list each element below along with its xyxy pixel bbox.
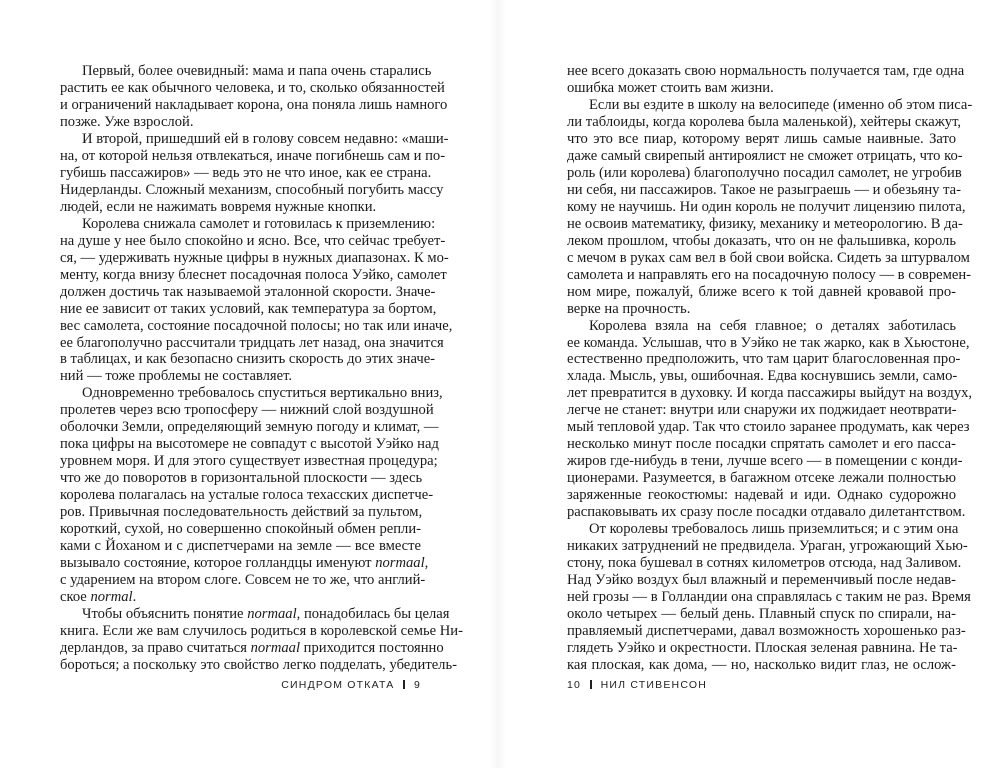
text-line: Королева взяла на себя главное; о деталях заботилась bbox=[589, 317, 956, 334]
paragraph bbox=[567, 521, 971, 674]
text-line: Первый, более очевидный: мама и папа очень старались bbox=[82, 63, 432, 79]
text-line: Над Уэйко воздух был влажный и переменчивый после недав- bbox=[567, 572, 956, 589]
text-line: жиров где-нибудь в тени, лучше всего — в помещении с конди- bbox=[567, 453, 963, 470]
text-line: заряженные геокостюмы: надевай и иди. Однако судорожно bbox=[567, 487, 956, 504]
text-line: Одновременно требовалось спуститься вертикально вниз, bbox=[82, 385, 443, 402]
text-line: хлада. Мысль, увы, ошибочная. Едва коснувшись земли, само- bbox=[567, 368, 958, 385]
text-line: людей, если не нажимать вовремя нужные кнопки. bbox=[60, 198, 377, 215]
text-line: и ограничений накладывает корона, она поняла лишь намного bbox=[60, 96, 448, 113]
text-line: ние ее зависит от таких условий, как температура за бортом, bbox=[60, 300, 437, 317]
text-line: правляемый диспетчерами, давал возможность хорошенько раз- bbox=[567, 622, 966, 639]
text-line: легче не станет: внутри или снаружи их поджидает неотврати- bbox=[567, 402, 957, 419]
text-line: ками с Йоханом и с диспетчерами на земле — все вместе bbox=[60, 538, 421, 555]
text-line: что это все пиар, которому верят лишь самые наивные. Зато bbox=[567, 130, 956, 147]
paragraph bbox=[60, 606, 463, 674]
right-page-text bbox=[567, 63, 973, 674]
text-line: книга. Если же вам случилось родиться в королевской семье Ни- bbox=[60, 622, 463, 639]
text-line: менту, когда внизу блеснет посадочная полоса Уэйко, самолет bbox=[60, 266, 447, 283]
text-line: ошибка может стоить вам жизни. bbox=[567, 79, 774, 96]
text-line: короткий, сухой, но совершенно спокойный обмен репли- bbox=[60, 521, 421, 538]
text-line: растить ее как обычного человека, и то, сколько обязанностей bbox=[60, 79, 445, 96]
text-line: ний — тоже проблемы не составляет. bbox=[60, 368, 293, 385]
text-line: вызывало состояние, которое голландцы именуют normaal, bbox=[60, 555, 429, 572]
text-line: не освоив математику, физику, механику и метеорологию. В да- bbox=[567, 215, 963, 232]
italic-term: normal bbox=[90, 589, 133, 606]
text-line: позже. Уже взрослой. bbox=[60, 113, 194, 130]
text-line: с мечом в руках сам вел в бой свои войска. Сидеть за штурвалом bbox=[567, 249, 970, 266]
text-line: мый тепловой удар. Так что стоило заранее продумать, как через bbox=[567, 419, 970, 436]
text-line: ее благополучно рассчитали тридцать лет назад, она значится bbox=[60, 334, 444, 351]
left-page-footer bbox=[281, 679, 421, 691]
page-number: 10 bbox=[567, 679, 582, 691]
paragraph bbox=[567, 317, 973, 522]
text-line: Нидерланды. Сложный механизм, способный погубить массу bbox=[60, 181, 444, 198]
text-line: роль (или королева) благополучно посадил самолет, не угробив bbox=[567, 164, 962, 181]
text-line: вес самолета, состояние посадочной полосы; но так или иначе, bbox=[60, 317, 453, 334]
text-line: ее команда. Услышав, что в Уэйко не так жарко, как в Хьюстоне, bbox=[567, 334, 970, 351]
text-line: что же до поворотов в горизонтальной плоскости — здесь bbox=[60, 470, 423, 487]
text-line: нее всего доказать свою нормальность получается там, где одна bbox=[567, 63, 965, 79]
running-head: НИЛ СТИВЕНСОН bbox=[600, 679, 708, 691]
text-line: глядеть Уэйко и окрестности. Плоская зеленая равнина. Не та- bbox=[567, 639, 958, 656]
text-line: Королева снижала самолет и готовилась к приземлению: bbox=[82, 215, 436, 232]
text-line: губишь пассажиров» — ведь это не что иное, как ее страна. bbox=[60, 164, 432, 181]
text-line: леком прошлом, чтобы доказать, что он не фальшивка, король bbox=[567, 232, 956, 249]
right-page-footer bbox=[567, 679, 707, 691]
text-line: королева полагалась на усталые голоса техасских диспетче- bbox=[60, 487, 434, 504]
left-page-text bbox=[60, 63, 463, 674]
text-line: пока цифры на высотомере не совпадут с высотой Уэйко над bbox=[60, 436, 439, 453]
text-line: ся, — удерживать нужные цифры в нужных диапазонах. К мо- bbox=[60, 249, 449, 266]
text-line: От королевы требовалось лишь приземлиться; и с этим она bbox=[589, 521, 959, 538]
page-number: 9 bbox=[413, 679, 421, 691]
separator bbox=[590, 680, 592, 689]
italic-term: normaal bbox=[247, 606, 297, 622]
paragraph bbox=[567, 96, 973, 318]
text-line: должен достичь так называемой эталонной скорости. Значе- bbox=[60, 283, 436, 300]
text-line: никаких затруднений не предвидела. Ураган, угрожающий Хью- bbox=[567, 538, 968, 555]
text-line: даже самый свирепый антироялист не сможет отрицать, что ко- bbox=[567, 147, 963, 164]
text-line: стону, пока бушевал в сотнях километров отсюда, над Заливом. bbox=[567, 555, 962, 572]
paragraph bbox=[60, 385, 443, 606]
text-line: верке на прочность. bbox=[567, 300, 691, 317]
text-line: ров. Привычная последовательность действий за пультом, bbox=[60, 504, 423, 521]
text-line: лет превратится в духовку. И когда пассажиры выйдут на воздух, bbox=[567, 385, 973, 402]
text-line: кая плоская, как дома, — но, насколько видит глаз, не ослож- bbox=[567, 656, 956, 673]
paragraph bbox=[60, 215, 453, 386]
text-line: ли таблоиды, когда королева была маленькой), хейтеры скажут, bbox=[567, 113, 962, 130]
paragraph bbox=[567, 63, 965, 97]
text-line: Если вы ездите в школу на велосипеде (именно об этом писа- bbox=[589, 96, 973, 113]
text-line: самолета и направлять его на посадочную полосу — в современ- bbox=[567, 266, 972, 283]
italic-term: normaal bbox=[250, 639, 301, 656]
text-line: кому не научишь. Ни один король не получит лицензию пилота, bbox=[567, 198, 966, 215]
text-line: ционерами. Разумеется, в багажном отсеке лежали полностью bbox=[567, 470, 956, 487]
paragraph bbox=[60, 130, 449, 216]
text-line: пролетев через всю тропосферу — нижний слой воздушной bbox=[60, 402, 434, 419]
paragraph bbox=[60, 63, 448, 131]
text-line: с ударением на втором слоге. Совсем не то же, что англий- bbox=[60, 572, 426, 589]
text-line: распаковывать их сразу после посадки отдавало дилетантством. bbox=[567, 504, 966, 521]
italic-term: normaal bbox=[375, 555, 425, 572]
text-line: ни себя, ни пассажиров. Такое не разыграешь — и обезьяну та- bbox=[567, 181, 962, 198]
text-line: ном мире, пожалуй, ближе всего к той давней кровавой про- bbox=[567, 283, 956, 300]
text-line: в таблицах, и как безопасно снизить скорость до этих значе- bbox=[60, 351, 436, 368]
running-head: СИНДРОМ ОТКАТА bbox=[281, 679, 395, 691]
text-line: И второй, пришедший ей в голову совсем недавно: «маши- bbox=[82, 130, 449, 147]
text-line: дерландов, за право считаться normaal приходится постоянно bbox=[60, 639, 444, 656]
separator bbox=[403, 680, 405, 689]
text-line: Чтобы объяснить понятие normaal, понадобилась бы целая bbox=[82, 606, 450, 622]
text-line: на, от которой нельзя отвлекаться, иначе погибнешь сам и по- bbox=[60, 147, 446, 164]
text-line: оболочки Земли, определяющий земную погоду и климат, — bbox=[60, 419, 439, 436]
text-line: естественно предположить, что там царит благословенная про- bbox=[567, 351, 961, 368]
book-spine bbox=[490, 0, 506, 768]
text-line: бороться; а поскольку это свойство легко подделать, убедитель- bbox=[60, 656, 457, 673]
text-line: несколько минут после посадки спрятать самолет и его пасса- bbox=[567, 436, 956, 453]
text-line: ней грозы — в Голландии она справлялась с таким не раз. Время bbox=[567, 589, 971, 606]
text-line: ское normal. bbox=[60, 589, 137, 606]
text-line: на душе у нее было спокойно и ясно. Все, что сейчас требует- bbox=[60, 232, 446, 249]
text-line: уровнем моря. И для этого существует известная процедура; bbox=[60, 453, 438, 470]
text-line: около четырех — белый день. Плавный спуск по спирали, на- bbox=[567, 606, 956, 622]
